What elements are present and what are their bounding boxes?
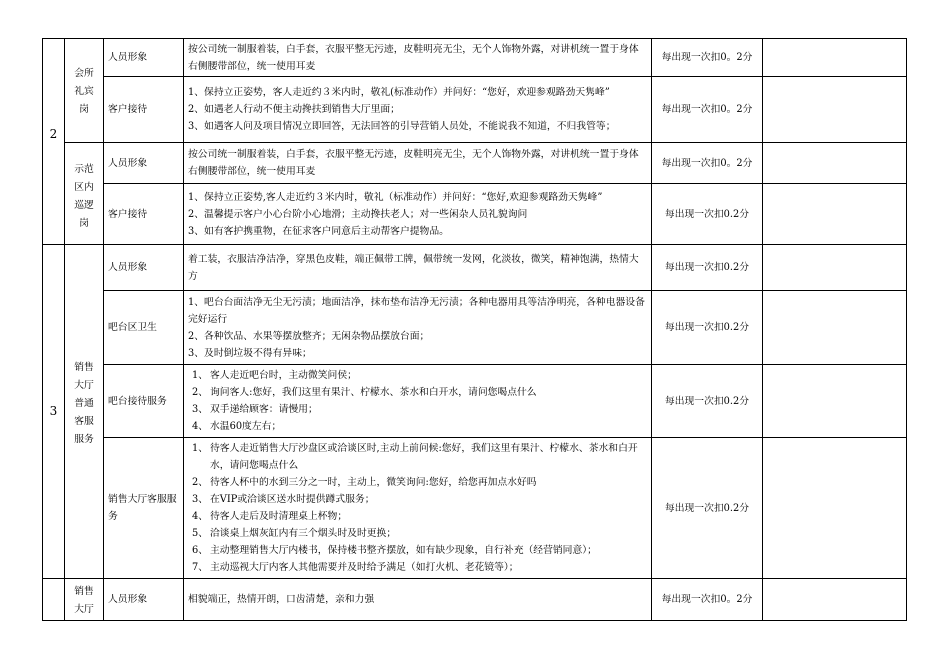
item-number: 3、 (192, 404, 209, 415)
item-text: 水温60度左右； (210, 421, 282, 432)
item-number: 1、 (192, 443, 209, 454)
category-cell: 销售大厅客服服务 (104, 438, 184, 579)
remarks-cell (763, 245, 907, 291)
remarks-cell (763, 77, 907, 143)
penalty-cell: 每出现一次扣0.2分 (652, 438, 763, 579)
penalty-cell: 每出现一次扣0。2分 (652, 143, 763, 184)
item-text: 双手递给顾客：请慢用； (210, 404, 318, 415)
category-cell: 人员形象 (104, 39, 184, 77)
remarks-cell (763, 365, 907, 438)
remarks-cell (763, 184, 907, 245)
item-text: 客人走近吧台时，主动微笑问侯； (210, 370, 357, 381)
section-number: 3 (43, 245, 65, 579)
standard-cell (184, 291, 652, 365)
category-cell: 吧台区卫生 (104, 291, 184, 365)
standard-item (188, 401, 647, 418)
standard-item (188, 474, 647, 491)
standard-cell (184, 77, 652, 143)
table-row (43, 77, 907, 143)
post-cell (65, 39, 104, 143)
item-text: 询问客人:您好，我们这里有果汁、柠檬水、茶水和白开水，请问您喝点什么 (210, 387, 537, 398)
standard-item: 1、吧台台面洁净无尘无污渍；地面洁净，抹布垫布洁净无污渍；各种电器用具等洁净明亮，各种电器设备完好运行 (188, 296, 645, 325)
post-name: 销售大厅 (74, 585, 94, 615)
section-number: 2 (43, 39, 65, 245)
remarks-cell (763, 39, 907, 77)
standard-item: 1、保持立正姿势，客人走近约３米内时，敬礼(标准动作）并问好：“您好，欢迎参观路劲天隽峰” (188, 87, 610, 98)
item-number: 4、 (192, 511, 209, 522)
standard-item: 3、及时倒垃圾不得有异味； (188, 347, 312, 359)
penalty-cell: 每出现一次扣0.2分 (652, 245, 763, 291)
remarks-cell (763, 579, 907, 621)
table-row (43, 245, 907, 291)
remarks-cell (763, 143, 907, 184)
item-number: 1、 (192, 370, 209, 381)
standard-cell (184, 184, 652, 245)
standard-item (188, 384, 647, 401)
standard-item (188, 542, 647, 559)
table-row (43, 365, 907, 438)
item-number: 3、 (192, 494, 209, 505)
category-cell: 人员形象 (104, 143, 184, 184)
remarks-cell (763, 438, 907, 579)
post-name: 示范区内巡逻岗 (74, 163, 94, 229)
standard-cell (184, 365, 652, 438)
item-text: 主动巡视大厅内客人其他需要并及时给予满足（如打火机、老花镜等）； (210, 562, 519, 573)
standard-item (188, 491, 647, 508)
category-cell: 人员形象 (104, 245, 184, 291)
item-number: 4、 (192, 421, 209, 432)
penalty-cell: 每出现一次扣0。2分 (652, 77, 763, 143)
standard-item (188, 508, 647, 525)
table-row (43, 143, 907, 184)
item-text: 待客人走近销售大厅沙盘区或洽谈区时,主动上前问候:您好，我们这里有果汁、柠檬水、茶水和白开水，请问您喝点什么 (210, 443, 638, 471)
item-text: 待客人走后及时清理桌上杯物； (210, 511, 348, 522)
item-text: 主动整理销售大厅内楼书，保持楼书整齐摆放，如有缺少现象，自行补充（经营销同意）； (210, 545, 597, 556)
table-row (43, 579, 907, 621)
standard-cell: 按公司统一制服着装，白手套，衣服平整无污迹，皮鞋明亮无尘，无个人饰物外露，对讲机统一置于身体右侧腰带部位，统一使用耳麦 (184, 39, 652, 77)
table-row (43, 291, 907, 365)
item-number: 7、 (192, 562, 209, 573)
standard-item: 2、如遇老人行动不便主动搀扶到销售大厅里面； (188, 104, 400, 115)
section-number (43, 579, 65, 621)
table-row (43, 184, 907, 245)
penalty-cell: 每出现一次扣0.2分 (652, 291, 763, 365)
category-cell: 客户接待 (104, 77, 184, 143)
post-name: 会所礼宾岗 (74, 68, 94, 115)
standard-item (188, 559, 647, 576)
post-cell (65, 245, 104, 579)
service-standards-table (42, 38, 907, 621)
standard-cell: 着工装，衣服洁净洁净，穿黑色皮鞋，端正佩带工牌，佩带统一发网，化淡妆，微笑，精神饱满，热情大方 (184, 245, 652, 291)
standard-item: 1、保持立正姿势,客人走近约３米内时，敬礼（标准动作）并问好：“您好,欢迎参观路劲天隽峰” (188, 191, 603, 203)
standard-item (188, 525, 647, 542)
item-number: 5、 (192, 528, 209, 539)
post-cell (65, 143, 104, 245)
item-text: 在VIP或洽谈区送水时提供蹲式服务； (210, 494, 375, 505)
standard-item: 3、如有客护携重物，在征求客户同意后主动帮客户提物品。 (188, 225, 449, 237)
post-name: 销售大厅普通客服服务 (74, 361, 94, 445)
standard-item: 3、如遇客人问及项目情况立即回答，无法回答的引导营销人员处，不能说我不知道，不归我管等； (188, 121, 616, 132)
post-cell (65, 579, 104, 621)
item-number: 2、 (192, 387, 209, 398)
penalty-cell: 每出现一次扣0。2分 (652, 39, 763, 77)
item-number: 6、 (192, 545, 209, 556)
remarks-cell (763, 291, 907, 365)
item-text: 洽谈桌上烟灰缸内有三个烟头时及时更换； (210, 528, 397, 539)
standard-item (188, 367, 647, 384)
category-cell: 吧台接待服务 (104, 365, 184, 438)
item-number: 2、 (192, 477, 209, 488)
penalty-cell: 每出现一次扣0。2分 (652, 579, 763, 621)
standard-item (188, 418, 647, 435)
table-row (43, 438, 907, 579)
table-row (43, 39, 907, 77)
standard-cell: 相貌端正，热情开朗，口齿清楚，亲和力强 (184, 579, 652, 621)
category-cell: 人员形象 (104, 579, 184, 621)
standard-item (188, 440, 647, 474)
penalty-cell: 每出现一次扣0.2分 (652, 184, 763, 245)
penalty-cell: 每出现一次扣0.2分 (652, 365, 763, 438)
category-cell: 客户接待 (104, 184, 184, 245)
standard-item: 2、温馨提示客户小心台阶小心地滑；主动搀扶老人；对一些闲杂人员礼貌询问 (188, 208, 528, 220)
standard-cell: 按公司统一制服着装，白手套，衣服平整无污迹，皮鞋明亮无尘，无个人饰物外露，对讲机统一置于身体右侧腰带部位，统一使用耳麦 (184, 143, 652, 184)
item-text: 待客人杯中的水到三分之一时，主动上，微笑询问:您好，给您再加点水好吗 (210, 477, 537, 488)
standard-cell (184, 438, 652, 579)
standard-item: 2、各种饮品、水果等摆放整齐；无闲杂物品摆放台面； (188, 330, 430, 342)
